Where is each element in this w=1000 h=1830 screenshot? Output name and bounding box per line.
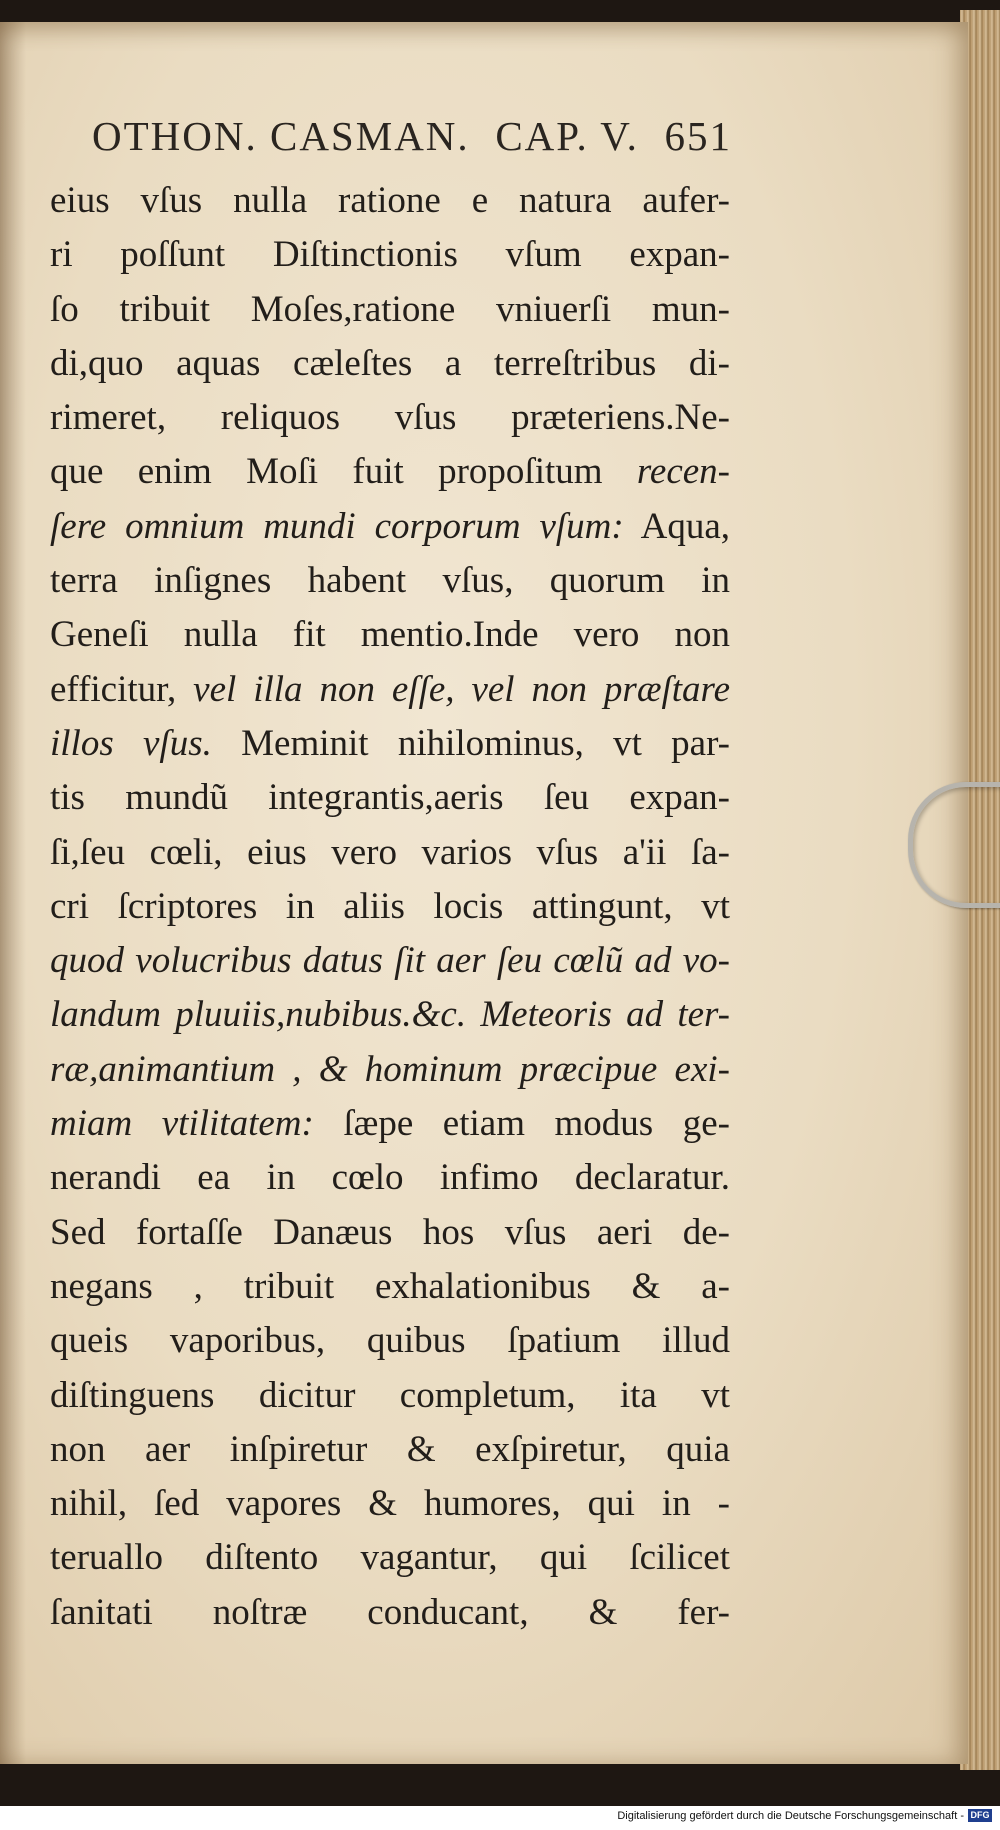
text-line — [50, 554, 730, 608]
text-segment: nihil, ſed vapores & humores, qui in - — [50, 1483, 730, 1525]
text-segment: ſi,ſeu cœli, eius vero varios vſus a'ii ſa- — [50, 831, 730, 873]
body-text — [50, 174, 730, 1640]
text-line — [50, 1260, 730, 1314]
text-line — [50, 880, 730, 934]
text-segment: ri poſſunt Diſtinctionis vſum expan- — [50, 234, 730, 276]
text-segment: Meminit nihilominus, vt par- — [211, 722, 730, 764]
italic-text-segment: ſere omnium mundi corporum vſum: — [50, 505, 624, 547]
running-head-author: OTHON. CASMAN. — [92, 113, 470, 159]
italic-text-segment: miam vtilitatem: — [50, 1103, 314, 1145]
text-segment: queis vaporibus, quibus ſpatium illud — [50, 1320, 730, 1362]
text-line — [50, 1151, 730, 1205]
running-head — [92, 112, 732, 160]
text-line — [50, 500, 730, 554]
text-line — [50, 1477, 730, 1531]
text-segment: ſanitati noſtræ conducant, & fer- — [50, 1591, 730, 1633]
text-line — [50, 717, 730, 771]
text-segment: rimeret, reliquos vſus præteriens.Ne- — [50, 397, 730, 439]
text-line — [50, 934, 730, 988]
text-segment: teruallo diſtento vagantur, qui ſcilicet — [50, 1537, 730, 1579]
text-line — [50, 663, 730, 717]
text-segment: ſo tribuit Moſes,ratione vniuerſi mun- — [50, 288, 730, 330]
text-segment: nerandi ea in cœlo infimo declaratur. — [50, 1157, 730, 1199]
text-line — [50, 283, 730, 337]
text-line — [50, 1369, 730, 1423]
text-segment: diſtinguens dicitur completum, ita vt — [50, 1374, 730, 1416]
text-line — [50, 174, 730, 228]
text-line — [50, 1423, 730, 1477]
text-line — [50, 228, 730, 282]
text-line — [50, 1206, 730, 1260]
text-segment: tis mundũ integrantis,aeris ſeu expan- — [50, 777, 730, 819]
text-line — [50, 1586, 730, 1640]
text-line — [50, 608, 730, 662]
text-line — [50, 445, 730, 499]
italic-text-segment: vel illa non eſſe, vel non præſtare — [193, 668, 730, 710]
text-line — [50, 1043, 730, 1097]
text-line — [50, 771, 730, 825]
italic-text-segment: illos vſus. — [50, 722, 212, 764]
italic-text-segment: quod volucribus datus ſit aer ſeu cœlũ ad vo- — [50, 940, 730, 982]
text-segment: eius vſus nulla ratione e natura aufer- — [50, 180, 730, 221]
text-line — [50, 1531, 730, 1585]
text-segment: non aer inſpiretur & exſpiretur, quia — [50, 1428, 730, 1470]
text-segment: efficitur, — [50, 668, 194, 710]
page-number: 651 — [664, 113, 732, 159]
text-segment: cri ſcriptores in aliis locis attingunt, vt — [50, 885, 730, 927]
funding-credit: Digitalisierung gefördert durch die Deutsche Forschungsgemeinschaft - — [617, 1810, 964, 1822]
text-segment: negans , tribuit exhalationibus & a- — [50, 1265, 730, 1307]
text-line — [50, 988, 730, 1042]
text-line — [50, 391, 730, 445]
text-segment: Geneſi nulla fit mentio.Inde vero non — [50, 614, 730, 656]
text-line — [50, 337, 730, 391]
text-segment: Sed fortaſſe Danæus hos vſus aeri de- — [50, 1211, 730, 1253]
italic-text-segment: landum pluuiis,nubibus.&c. Meteoris ad ter- — [50, 994, 730, 1036]
text-line — [50, 1314, 730, 1368]
gutter-shadow — [0, 22, 26, 1764]
text-segment: que enim Moſi fuit propoſitum — [50, 451, 637, 493]
text-segment: Aqua, — [623, 505, 730, 547]
text-line — [50, 826, 730, 880]
text-segment: terra inſignes habent vſus, quorum in — [50, 560, 730, 602]
text-line — [50, 1097, 730, 1151]
dfg-logo: DFG — [968, 1809, 992, 1822]
text-segment: ſæpe etiam modus ge- — [313, 1103, 730, 1145]
italic-text-segment: recen- — [636, 451, 730, 493]
text-segment: di,quo aquas cæleſtes a terreſtribus di- — [50, 342, 730, 384]
italic-text-segment: ræ,animantium , & hominum præcipue exi- — [50, 1048, 730, 1090]
running-head-chapter: CAP. V. — [495, 113, 639, 159]
